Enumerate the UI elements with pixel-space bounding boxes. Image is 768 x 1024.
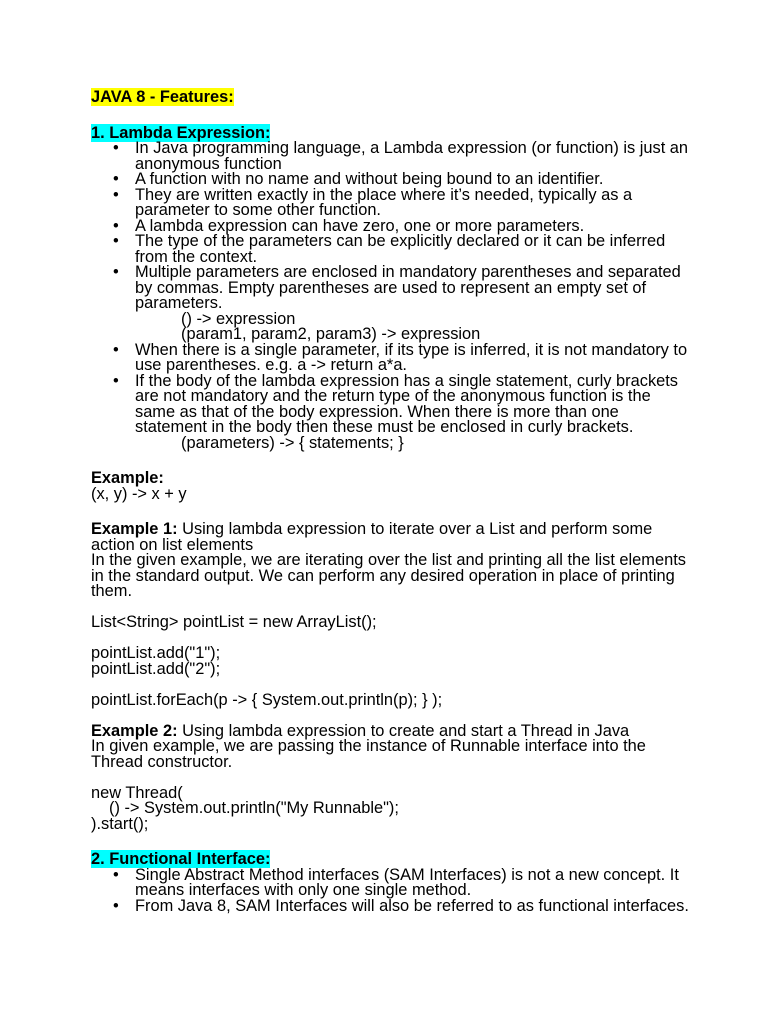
bullet-icon: • <box>113 371 119 390</box>
bullet-icon: • <box>113 232 119 250</box>
bullet-icon: • <box>113 865 119 884</box>
bullet-icon: • <box>113 185 119 204</box>
example1-text: In the given example, we are iterating over the list and printing all the list elements in the standard output. We can perform any desired operation in place of printing them. <box>91 551 686 600</box>
lambda-bullet-list <box>91 141 691 451</box>
example-label: Example: <box>91 469 164 487</box>
list-item: • The type of the parameters can be explicitly declared or it can be inferred from the context. <box>113 232 666 266</box>
lambda-heading-text: 1. Lambda Expression: <box>91 123 271 142</box>
bullet-icon: • <box>113 170 119 188</box>
list-item: • When there is a single parameter, if its type is inferred, it is not mandatory to use parentheses. e.g. a -> return a*a. <box>113 340 688 374</box>
code-line: pointList.add("1"); <box>91 644 221 662</box>
list-item: • A lambda expression can have zero, one or more parameters. <box>113 216 585 235</box>
list-item: • They are written exactly in the place where it’s needed, typically as a parameter to some other function. <box>113 185 633 219</box>
code-line: List<String> pointList = new ArrayList(); <box>91 613 377 631</box>
code-line: (param1, param2, param3) -> expression <box>181 325 481 343</box>
bullet-icon: • <box>113 896 119 915</box>
bullet-icon: • <box>113 340 119 359</box>
code-line: () -> System.out.println("My Runnable"); <box>109 799 399 817</box>
code-line: (parameters) -> { statements; } <box>181 433 404 452</box>
list-item: • Multiple parameters are enclosed in mandatory parentheses and separated by commas. Empty parentheses are used to represent an empty set of parameters. () -> expression (param1, param2, param3) -> expression <box>91 265 691 343</box>
bullet-icon: • <box>113 139 119 157</box>
example1-block <box>91 522 691 708</box>
example1-desc: Using lambda expression to iterate over a List and perform some action on list elements <box>91 520 653 554</box>
title-text: JAVA 8 - Features: <box>91 88 234 106</box>
example-block <box>91 471 691 502</box>
list-item: • From Java 8, SAM Interfaces will also be referred to as functional interfaces. <box>113 896 689 915</box>
bullet-icon: • <box>113 263 119 281</box>
example2-block <box>91 721 691 833</box>
list-item: • In Java programming language, a Lambda expression (or function) is just an anonymous function <box>113 139 689 173</box>
list-item: • A function with no name and without being bound to an identifier. <box>113 170 604 188</box>
code-line: new Thread( <box>91 783 183 802</box>
functional-bullet-list <box>91 865 691 915</box>
list-item: • Single Abstract Method interfaces (SAM Interfaces) is not a new concept. It means interfaces with only one single method. <box>113 865 679 899</box>
bullet-icon: • <box>113 216 119 235</box>
code-line: pointList.add("2"); <box>91 659 221 678</box>
functional-heading-text: 2. Functional Interface: <box>91 850 271 868</box>
code-line: pointList.forEach(p -> { System.out.println(p); } ); <box>91 690 443 709</box>
example-code: (x, y) -> x + y <box>91 484 187 503</box>
list-item: • If the body of the lambda expression has a single statement, curly brackets are not mandatory and the return type of the anonymous function is the same as that of the body expression. When there is more than one statement in the body then these must be enclosed in curly brackets. (parameters) -> { statements; } <box>91 374 691 452</box>
example2-text: In given example, we are passing the instance of Runnable interface into the Thread constructor. <box>91 737 646 771</box>
example2-label: Example 2: <box>91 721 178 740</box>
example1-label: Example 1: <box>91 520 178 538</box>
example2-desc: Using lambda expression to create and start a Thread in Java <box>177 721 630 740</box>
document-title <box>91 90 691 106</box>
code-line: ).start(); <box>91 814 149 833</box>
code-line: () -> expression <box>181 309 296 328</box>
document-page <box>91 90 691 914</box>
